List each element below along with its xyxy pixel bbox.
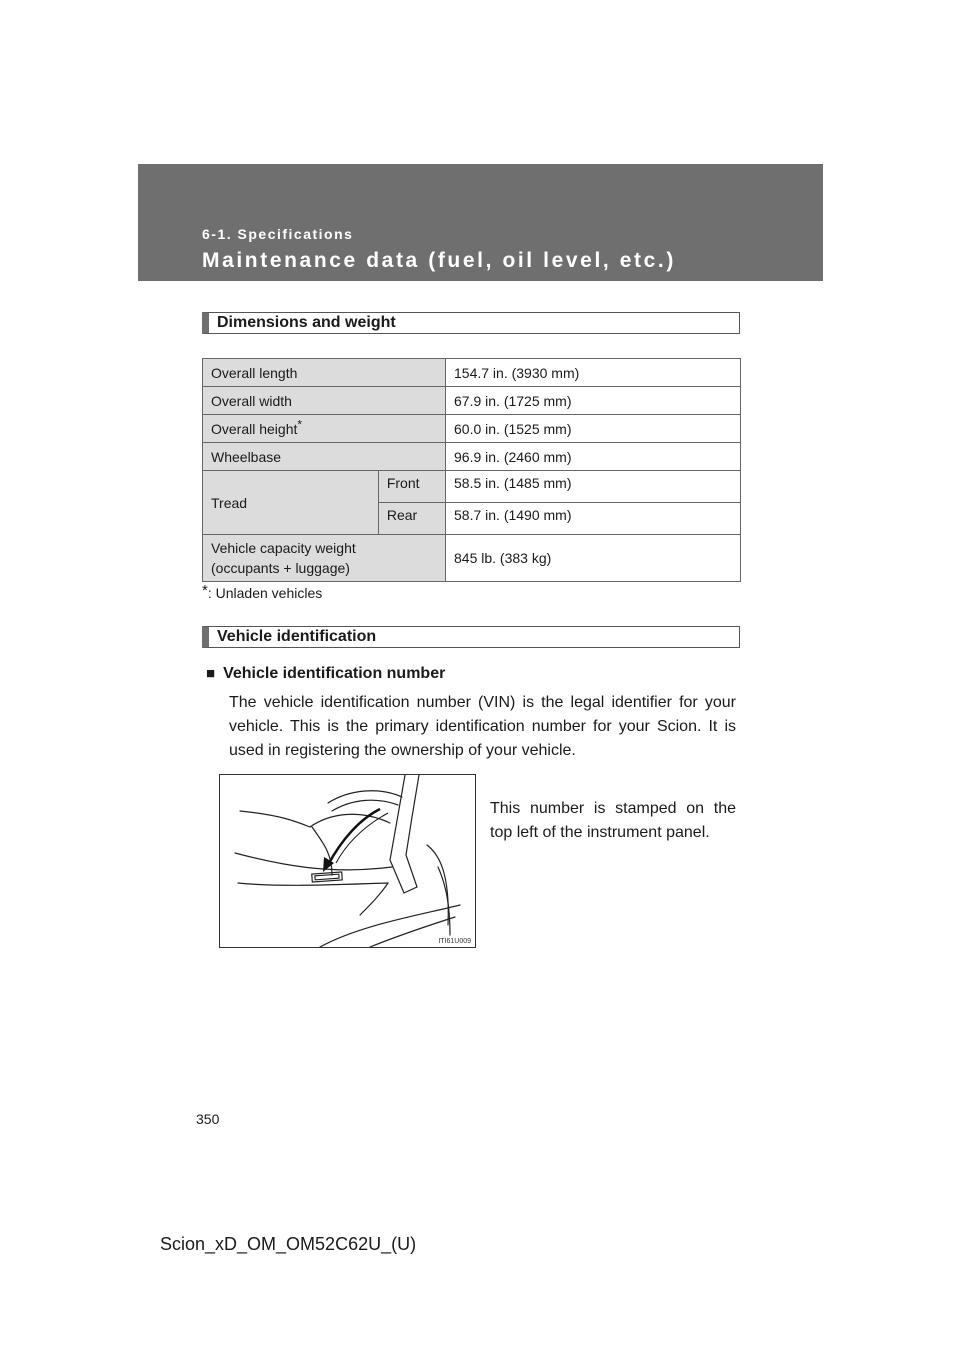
footnote-marker: * (297, 416, 303, 431)
vin-description: The vehicle identification number (VIN) is the legal identifier for your vehicle. This is the primary identification number for your Scion. It is used in registering the ownership of your vehicle. (229, 694, 736, 759)
figure-code: ITI61U009 (438, 938, 471, 945)
table-row (203, 387, 741, 415)
row-value: 67.9 in. (1725 mm) (446, 387, 741, 415)
vin-heading (206, 665, 445, 683)
tread-front-label: Front (378, 471, 445, 503)
capacity-label (203, 535, 446, 582)
table-row (203, 535, 741, 582)
tread-rear-label: Rear (378, 503, 445, 535)
table-row (203, 415, 741, 443)
vin-location-text: This number is stamped on the top left of the instrument panel. (490, 800, 736, 841)
capacity-label-line2: (occupants + luggage) (211, 560, 350, 576)
row-label: Overall height (211, 420, 298, 437)
row-value: 96.9 in. (2460 mm) (446, 443, 741, 471)
document-code: Scion_xD_OM_OM52C62U_(U) (160, 1234, 417, 1254)
vehicle-identification-heading: Vehicle identification (202, 626, 740, 648)
section-label: 6-1. Specifications (202, 226, 354, 242)
dimensions-table (202, 358, 741, 582)
row-value: 60.0 in. (1525 mm) (446, 415, 741, 443)
table-row (203, 359, 741, 387)
row-label: Overall width (203, 387, 446, 415)
tread-label: Tread (203, 471, 379, 535)
table-row (203, 471, 741, 503)
table-row (203, 443, 741, 471)
square-bullet-icon: ■ (206, 665, 216, 682)
tread-front-value: 58.5 in. (1485 mm) (446, 471, 741, 503)
dimensions-heading: Dimensions and weight (202, 312, 740, 334)
row-label: Overall length (203, 359, 446, 387)
footnote-text: : Unladen vehicles (207, 585, 323, 601)
footnote (202, 582, 323, 602)
row-label: Wheelbase (203, 443, 446, 471)
footnote-marker: * (202, 582, 208, 599)
instrument-panel-illustration-icon (220, 775, 475, 947)
page-title: Maintenance data (fuel, oil level, etc.) (202, 249, 676, 272)
capacity-value: 845 lb. (383 kg) (446, 535, 741, 582)
row-value: 154.7 in. (3930 mm) (446, 359, 741, 387)
capacity-label-line1: Vehicle capacity weight (211, 540, 356, 556)
tread-rear-value: 58.7 in. (1490 mm) (446, 503, 741, 535)
vin-location-figure (219, 774, 476, 948)
page-number: 350 (196, 1111, 220, 1127)
vin-heading-text: Vehicle identification number (223, 665, 446, 682)
row-label-overall-height (203, 415, 446, 443)
